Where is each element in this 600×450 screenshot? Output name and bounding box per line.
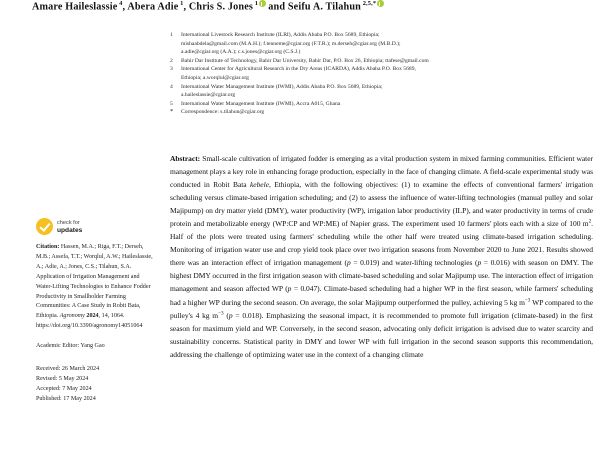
publication-date-line: Received: 26 March 2024 xyxy=(36,366,100,373)
affiliation-marker: 3 xyxy=(170,66,173,73)
citation-year: 2024 xyxy=(86,313,99,320)
author-affiliation-marker: 4 xyxy=(117,0,123,7)
affiliation-text xyxy=(181,65,590,82)
citation-journal: Agronomy xyxy=(59,313,85,320)
publication-date-line: Accepted: 7 May 2024 xyxy=(36,385,92,392)
abstract-block xyxy=(170,152,593,361)
affiliation-line: International Center for Agricultural Research in the Dry Areas (ICARDA), Addis Ababa P.O. Box 5689, xyxy=(181,66,416,73)
affiliation-line: International Livestock Research Institute (ILRI), Addis Ababa P.O. Box 5689, Ethiopia; xyxy=(181,32,380,38)
sidebar xyxy=(36,218,156,405)
author-list xyxy=(32,0,552,12)
author-name: Chris S. Jones xyxy=(188,1,253,13)
author-name: Amare Haileslassie xyxy=(32,1,118,13)
author-affiliation-marker: 1 xyxy=(252,0,259,7)
affiliation-text xyxy=(181,31,590,57)
affiliation-row xyxy=(170,31,590,57)
affiliation-row xyxy=(170,100,590,109)
affiliation-row xyxy=(170,108,590,117)
citation-block xyxy=(36,243,156,332)
superscript: 2 xyxy=(588,218,592,225)
italic-p: p xyxy=(228,310,233,320)
affiliation-line: a.adie@cgiar.org (A.A.); c.s.jones@cgiar.org (C.S.J.) xyxy=(181,49,301,56)
italic-p: p xyxy=(347,258,351,268)
citation-volume-pages: , 14, 1064. xyxy=(98,313,125,320)
affiliation-line: Ethiopia; a.worqlul@cgiar.org xyxy=(181,74,249,81)
author-affiliation-marker: 1 xyxy=(178,0,184,7)
abstract-text: Small-scale cultivation of irrigated fodder is emerging as a vital production system in mixed farming communities. Efficient water management plays a key role in enhancing forage production, especially in the face of changing climate. A field-scale experimental study was conducted in Robit Bata kebele, Ethiopia, with the following objectives: (1) to examine the effects of conventional farmers' irrigation scheduling versus climate-based irrigation scheduling; and (2) to assess the influence of water-lifting technologies (manual pulley and solar Majipump) on dry matter yield (DMY), water productivity (WP), irrigation labor productivity (ILP), and water productivity in terms of crude protein and metabolizable energy (WP:CP and WP:ME) of Napier grass. The experiment used 10 farmers' plots each with a size of 100 $m^2$. Half of the plots were treated using farmers' scheduling while the other half were treated using climate-based irrigation scheduling. Monitoring of irrigation water use and crop yield took place over two irrigation seasons from November 2020 to June 2021. Results showed there was an interaction effect of irrigation management (p = 0.019) and water-lifting technologies (p = 0.016) with season on DMY. The highest DMY occurred in the first irrigation season with climate-based scheduling and solar Majipump use. The interaction effect of irrigation management and season affected WP (p = 0.047). Climate-based scheduling had a higher WP in the first season, while farmers' scheduling had a higher WP during the second season. On average, the solar Majipump outperformed the pulley, achieving 5 kg $m^{-3}$ WP compared to the pulley's 4 kg $m^{-3}$ (p = 0.018). Emphasizing the seasonal impact, it is recommended to promote full irrigation (climate-based) in the first season for maximum yield and WP. Conversely, in the second season, advocating only deficit irrigation is advised due to water scarcity and sustainability concerns. Statistical parity in DMY and lower WP with full irrigation in the second season supports this recommendation, addressing the challenge of optimizing water use in the context of a changing climate xyxy=(170,154,593,359)
check-for-updates-line2: updates xyxy=(57,227,83,234)
check-for-updates-label xyxy=(57,219,82,234)
affiliation-row xyxy=(170,57,590,66)
superscript: −3 xyxy=(524,297,531,304)
author-name: Seifu A. Tilahun xyxy=(287,1,361,13)
author-separator: , xyxy=(183,1,189,13)
affiliations-block xyxy=(170,31,590,117)
italic-term: kebele xyxy=(249,180,269,190)
check-for-updates-badge[interactable] xyxy=(36,218,156,235)
check-for-updates-line1: check for xyxy=(57,219,80,226)
affiliation-row xyxy=(170,83,590,100)
affiliation-line: mishaabdela@gmail.com (M.A.H.); f.tenneme@cgiar.org (F.T.R.); m.derseh@cgiar.org (M.B.D.); xyxy=(181,40,401,47)
orcid-icon[interactable] xyxy=(377,0,384,7)
affiliation-text xyxy=(181,83,590,100)
affiliation-line: a.haileslassie@cgiar.org xyxy=(181,92,236,99)
affiliation-line: International Water Management Institute (IWMI), Addis Ababa P.O. Box 5689, Ethiopia; xyxy=(181,83,383,90)
affiliation-line: Bahir Dar Institute of Technology, Bahir Dar University, Bahir Dar, P.O. Box 26, Ethiopia; ttafese@gmail.com xyxy=(181,57,429,64)
author-separator: , xyxy=(122,1,128,13)
affiliation-text xyxy=(181,100,590,109)
affiliation-marker: 1 xyxy=(170,32,173,38)
citation-text: Hassen, M.A.; Riga, F.T.; Derseh, M.B.; Assefa, T.T.; Worqlul, A.W.; Haileslassie, A.; Adie, A.; Jones, C.S.; Tilahun, S.A. Application of Irrigation Management and Water-Lifting Technologies to Enhance Fodder Productivity in Smallholder Farming Communities: A Case Study in Robit Bata, Ethiopia. xyxy=(36,244,153,320)
affiliation-row xyxy=(170,65,590,82)
publication-dates xyxy=(36,365,156,405)
superscript: −3 xyxy=(218,310,224,317)
affiliation-text xyxy=(181,57,590,66)
affiliation-line: Correspondence: s.tilahun@cgiar.org xyxy=(181,109,265,116)
publication-date-line: Revised: 5 May 2024 xyxy=(36,375,89,382)
citation-doi[interactable]: https://doi.org/10.3390/agronomy14051064 xyxy=(36,323,143,330)
orcid-icon[interactable] xyxy=(259,0,266,7)
academic-editor: Academic Editor: Yang Gao xyxy=(36,343,105,350)
affiliation-line: International Water Management Institute (IWMI), Accra A015, Ghana xyxy=(181,100,341,107)
author-affiliation-marker: 2,5,* xyxy=(360,0,377,7)
abstract-label: Abstract: xyxy=(170,154,201,163)
italic-p: p xyxy=(287,284,292,294)
citation-label: Citation: xyxy=(36,244,60,250)
affiliation-marker: 2 xyxy=(170,57,173,64)
affiliation-marker: 4 xyxy=(170,83,173,90)
publication-date-line: Published: 17 May 2024 xyxy=(36,395,96,402)
affiliation-text xyxy=(181,108,590,117)
affiliation-marker: 5 xyxy=(170,100,173,107)
author-name: Abera Adie xyxy=(127,1,179,13)
author-separator: and xyxy=(265,1,288,13)
crossmark-check-icon xyxy=(36,218,53,235)
italic-p: p xyxy=(477,258,482,268)
affiliation-marker: * xyxy=(170,108,174,116)
